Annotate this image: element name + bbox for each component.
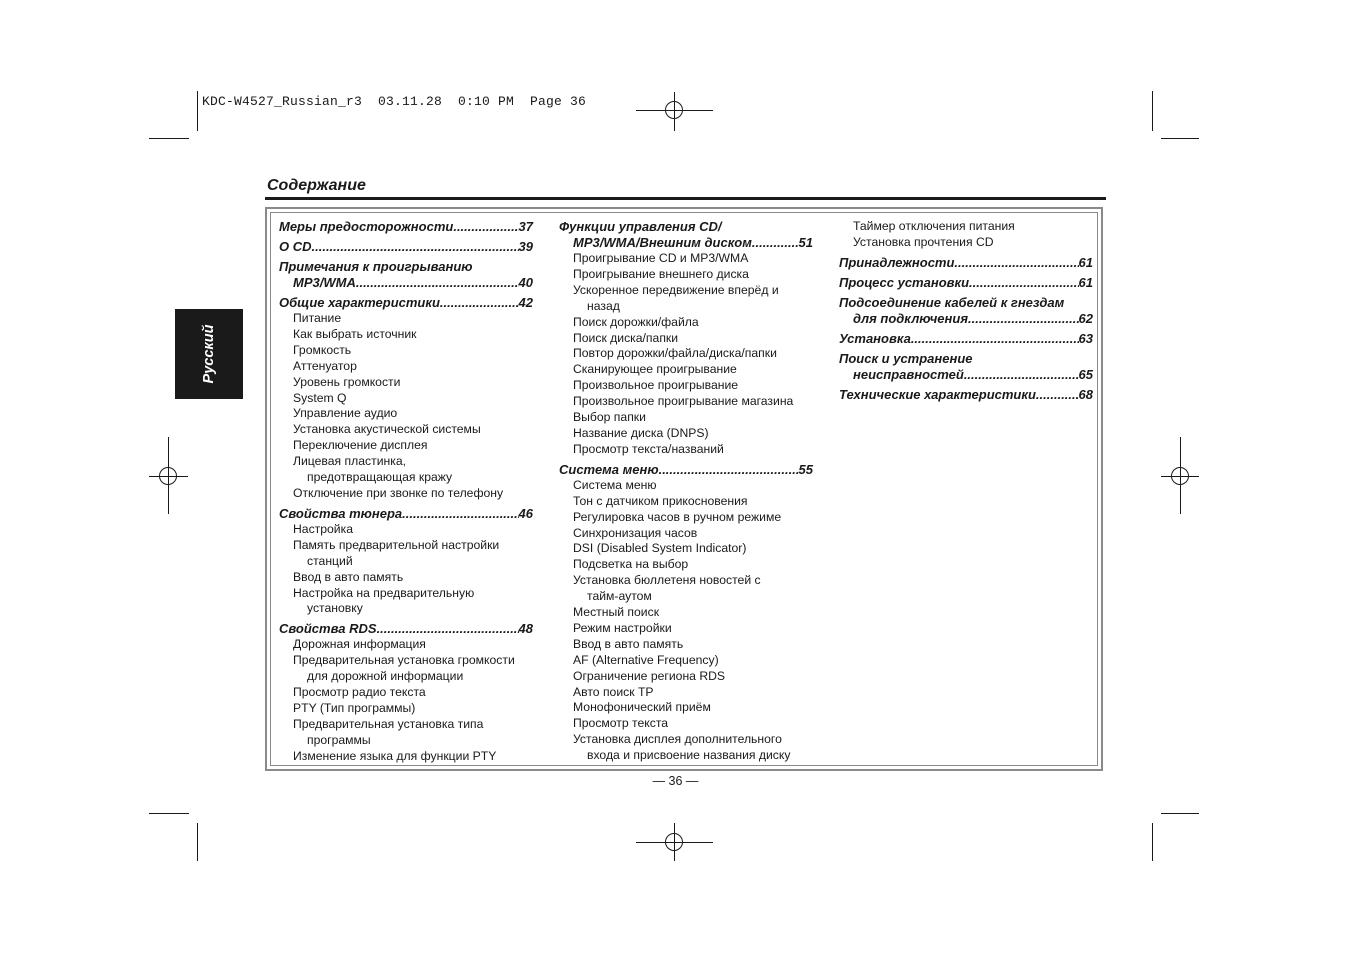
toc-subitem[interactable]: Выбор папки: [573, 410, 646, 425]
toc-heading[interactable]: Установка ..... 63: [839, 331, 1093, 347]
toc-subitem[interactable]: Как выбрать источник: [293, 326, 417, 341]
toc-subitem[interactable]: Память предварительной настройки станций: [293, 537, 500, 568]
toc-subitem[interactable]: Произвольное проигрывание магазина: [573, 394, 794, 409]
toc-subitem[interactable]: Просмотр радио текста: [293, 685, 426, 700]
language-tab-label: Русский: [201, 324, 217, 384]
toc-subitem[interactable]: Громкость: [293, 342, 352, 357]
toc-heading-line[interactable]: Поиск и устранение: [839, 350, 973, 366]
toc-subitem[interactable]: DSI (Disabled System Indicator): [573, 541, 747, 556]
toc-subitem[interactable]: Изменение языка для функции PTY: [293, 748, 497, 763]
toc-subitem[interactable]: Таймер отключения питания: [853, 219, 1015, 233]
toc-heading[interactable]: Система меню ..... 55: [559, 462, 813, 478]
toc-subitem[interactable]: Предварительная установка громкости для дорожной информации: [293, 653, 515, 684]
toc-heading[interactable]: Технические характеристики ..... 68: [839, 387, 1093, 403]
toc-heading[interactable]: Меры предосторожности ..... 37: [279, 219, 533, 235]
crop-mark: [1161, 813, 1199, 814]
toc-heading[interactable]: О CD ..... 39: [279, 239, 533, 255]
crop-mark: [149, 138, 189, 139]
toc-subitem[interactable]: Ускоренное передвижение вперёд и назад: [573, 282, 779, 313]
toc-heading[interactable]: неисправностей ..... 65: [839, 367, 1093, 383]
toc-subitem[interactable]: Аттенуатор: [293, 358, 357, 373]
toc-subitem[interactable]: Режим настройки: [573, 620, 672, 635]
toc-subitem[interactable]: Просмотр текста: [573, 716, 669, 731]
toc-subitem[interactable]: Поиск дорожки/файла: [573, 314, 699, 329]
toc-subitem[interactable]: Название диска (DNPS): [573, 425, 709, 440]
toc-heading-line[interactable]: Подсоединение кабелей к гнездам: [839, 294, 1065, 310]
toc-subitem[interactable]: Местный поиск: [573, 605, 660, 620]
toc-subitem[interactable]: PTY (Тип программы): [293, 700, 416, 715]
toc-heading[interactable]: Свойства тюнера ..... 46: [279, 506, 533, 522]
toc-subitem[interactable]: Просмотр текста/названий: [573, 441, 724, 456]
toc-heading[interactable]: Общие характеристики ..... 42: [279, 295, 533, 311]
toc-column-2: [559, 219, 813, 764]
toc-subitem[interactable]: Авто поиск TP: [573, 684, 654, 699]
toc-column-3: [839, 219, 1093, 403]
toc-subitem[interactable]: Предварительная установка типа программы: [293, 716, 484, 747]
toc-subitem[interactable]: Синхронизация часов: [573, 525, 698, 540]
crop-mark: [197, 91, 198, 131]
crop-mark: [149, 813, 189, 814]
crop-mark: [1161, 138, 1199, 139]
toc-subitem[interactable]: Управление аудио: [293, 406, 398, 421]
page-number: — 36 —: [652, 774, 699, 788]
toc-subitem[interactable]: System Q: [293, 390, 347, 405]
toc-subitem[interactable]: Настройка: [293, 521, 353, 536]
page-title: Содержание: [267, 177, 366, 194]
toc-subitem[interactable]: AF (Alternative Frequency): [573, 652, 719, 667]
toc-heading[interactable]: Свойства RDS ..... 48: [279, 621, 533, 637]
toc-subitem[interactable]: Отключение при звонке по телефону: [293, 485, 504, 500]
toc-column-1: [279, 219, 533, 765]
toc-subitem[interactable]: Ограничение региона RDS: [573, 668, 726, 683]
toc-subitem[interactable]: Лицевая пластинка, предотвращающая кражу: [293, 454, 453, 485]
toc-subitem[interactable]: Проигрывание CD и MP3/WMA: [573, 251, 749, 265]
toc-subitem[interactable]: Ввод в авто память: [293, 569, 404, 584]
toc-subitem[interactable]: Уровень громкости: [293, 374, 401, 389]
toc-subitem[interactable]: Настройка на предварительную установку: [293, 585, 475, 616]
toc-heading[interactable]: Процесс установки ..... 61: [839, 275, 1093, 291]
toc-subitem[interactable]: Монофонический приём: [573, 700, 711, 715]
toc-subitem[interactable]: Тон с датчиком прикосновения: [573, 493, 748, 508]
toc-subitem[interactable]: Переключение дисплея: [293, 438, 428, 453]
toc-subitem[interactable]: Повтор дорожки/файла/диска/папки: [573, 346, 777, 361]
crop-mark: [197, 823, 198, 861]
toc-heading-line[interactable]: Примечания к проигрыванию: [279, 259, 473, 274]
crop-mark: [1152, 91, 1153, 131]
toc-subitem[interactable]: Дорожная информация: [293, 637, 426, 652]
toc-subitem[interactable]: Установка акустической системы: [293, 422, 481, 437]
toc-subitem[interactable]: Поиск диска/папки: [573, 330, 679, 345]
toc-subitem[interactable]: Произвольное проигрывание: [573, 378, 739, 393]
toc-subitem[interactable]: Питание: [293, 311, 342, 325]
toc-heading[interactable]: Принадлежности ..... 61: [839, 255, 1093, 271]
toc-subitem[interactable]: Установка бюллетеня новостей с тайм-аутом: [573, 573, 761, 604]
toc-subitem[interactable]: Ввод в авто память: [573, 636, 684, 651]
toc-subitem[interactable]: Регулировка часов в ручном режиме: [573, 509, 782, 524]
toc-subitem[interactable]: Система меню: [573, 477, 657, 492]
crop-mark: [1152, 823, 1153, 861]
toc-subitem[interactable]: Установка прочтения CD: [853, 234, 994, 249]
language-tab: [175, 309, 243, 399]
toc-heading[interactable]: для подключения ..... 62: [839, 311, 1093, 327]
toc-subitem[interactable]: Сканирующее проигрывание: [573, 362, 737, 377]
print-header-stamp: KDC-W4527_Russian_r3 03.11.28 0:10 PM Page 36: [202, 94, 587, 109]
toc-subitem[interactable]: Проигрывание внешнего диска: [573, 266, 749, 281]
toc-heading-line[interactable]: Функции управления CD/: [559, 219, 722, 234]
toc-heading[interactable]: MP3/WMA ..... 40: [279, 275, 533, 291]
toc-heading[interactable]: MP3/WMA/Внешним диском ..... 51: [559, 235, 813, 251]
title-rule: [265, 197, 1106, 200]
toc-subitem[interactable]: Установка дисплея дополнительного входа и присвоение названия диску: [573, 732, 791, 763]
toc-subitem[interactable]: Подсветка на выбор: [573, 557, 689, 572]
